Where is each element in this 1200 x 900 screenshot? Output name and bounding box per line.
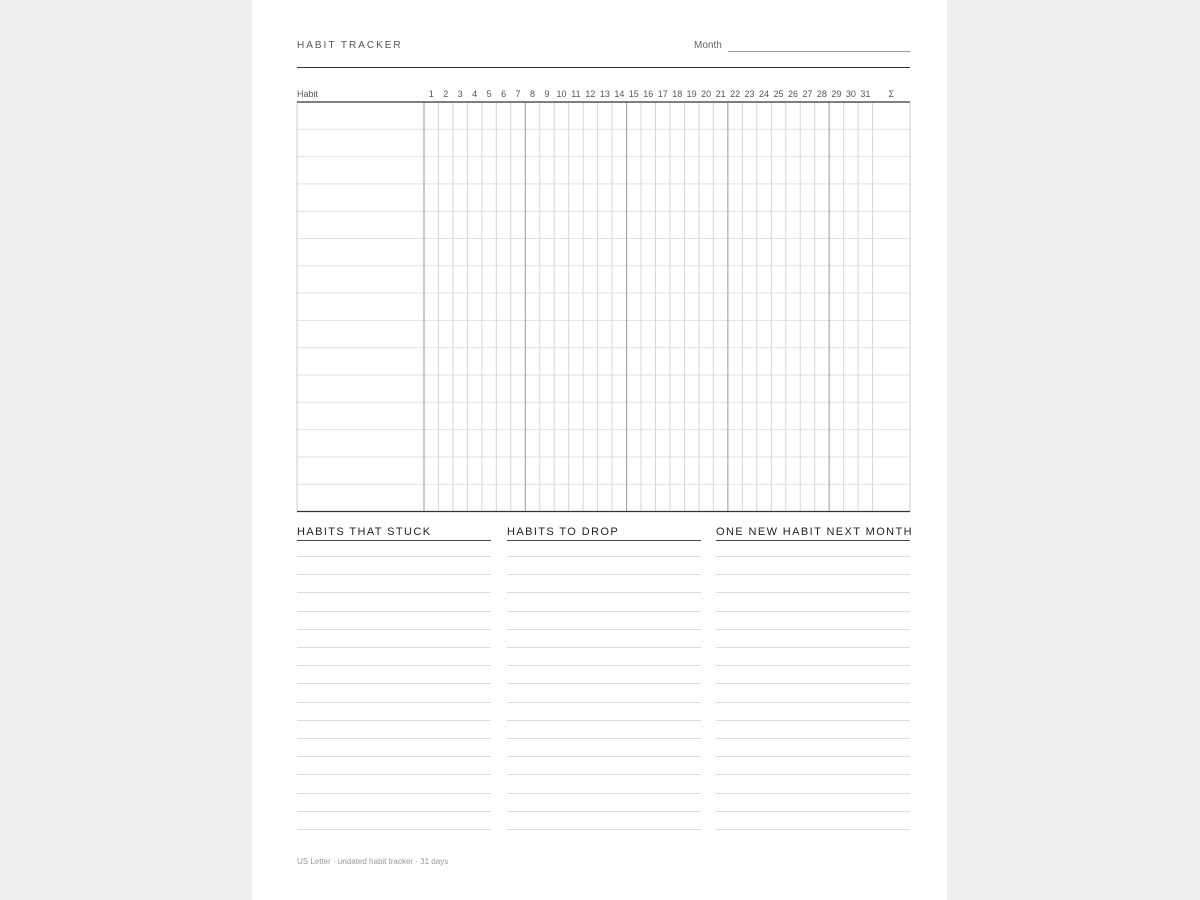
- section-rule: [716, 540, 910, 541]
- footer-note: US Letter · undated habit tracker · 31 days: [297, 857, 449, 866]
- writing-line[interactable]: [716, 756, 910, 757]
- day-header-19: 19: [686, 89, 697, 99]
- writing-line[interactable]: [507, 829, 701, 830]
- writing-line[interactable]: [297, 665, 491, 666]
- day-header-13: 13: [599, 89, 610, 99]
- day-header-23: 23: [744, 89, 755, 99]
- writing-line[interactable]: [297, 811, 491, 812]
- writing-line[interactable]: [507, 756, 701, 757]
- writing-line[interactable]: [507, 629, 701, 630]
- section-title-1: HABITS THAT STUCK: [297, 526, 432, 538]
- day-header-20: 20: [701, 89, 712, 99]
- day-header-28: 28: [816, 89, 827, 99]
- writing-line[interactable]: [716, 738, 910, 739]
- writing-line[interactable]: [716, 556, 910, 557]
- writing-line[interactable]: [507, 774, 701, 775]
- day-header-6: 6: [501, 89, 507, 99]
- writing-line[interactable]: [297, 720, 491, 721]
- writing-line[interactable]: [716, 611, 910, 612]
- habit-grid[interactable]: [252, 0, 947, 520]
- day-header-2: 2: [443, 89, 449, 99]
- writing-line[interactable]: [716, 811, 910, 812]
- writing-line[interactable]: [297, 611, 491, 612]
- day-header-24: 24: [759, 89, 770, 99]
- writing-line[interactable]: [297, 556, 491, 557]
- day-header-26: 26: [787, 89, 798, 99]
- section-title-2: HABITS TO DROP: [507, 526, 620, 538]
- writing-line[interactable]: [297, 829, 491, 830]
- total-column-header: Σ: [888, 89, 895, 99]
- writing-line[interactable]: [716, 592, 910, 593]
- section-rule: [507, 540, 701, 541]
- writing-line[interactable]: [507, 702, 701, 703]
- day-header-18: 18: [672, 89, 683, 99]
- day-header-12: 12: [585, 89, 596, 99]
- writing-line[interactable]: [716, 574, 910, 575]
- day-header-21: 21: [715, 89, 726, 99]
- writing-line[interactable]: [507, 574, 701, 575]
- day-header-10: 10: [556, 89, 567, 99]
- day-header-5: 5: [486, 89, 492, 99]
- section-title-3: ONE NEW HABIT NEXT MONTH: [716, 526, 913, 538]
- day-header-9: 9: [544, 89, 550, 99]
- day-header-17: 17: [657, 89, 668, 99]
- day-header-11: 11: [571, 89, 581, 99]
- writing-line[interactable]: [297, 574, 491, 575]
- writing-line[interactable]: [507, 611, 701, 612]
- day-header-4: 4: [472, 89, 478, 99]
- day-header-14: 14: [614, 89, 625, 99]
- day-header-3: 3: [457, 89, 463, 99]
- writing-line[interactable]: [297, 647, 491, 648]
- day-header-15: 15: [628, 89, 639, 99]
- day-header-27: 27: [802, 89, 813, 99]
- writing-line[interactable]: [297, 793, 491, 794]
- day-header-31: 31: [860, 89, 871, 99]
- writing-line[interactable]: [297, 756, 491, 757]
- writing-line[interactable]: [716, 647, 910, 648]
- writing-line[interactable]: [507, 683, 701, 684]
- writing-line[interactable]: [297, 683, 491, 684]
- day-header-7: 7: [515, 89, 521, 99]
- writing-line[interactable]: [297, 774, 491, 775]
- writing-line[interactable]: [716, 629, 910, 630]
- habit-column-header: Habit: [297, 89, 319, 99]
- writing-line[interactable]: [716, 774, 910, 775]
- tracker-page: [252, 0, 947, 900]
- writing-line[interactable]: [507, 793, 701, 794]
- writing-line[interactable]: [507, 556, 701, 557]
- writing-line[interactable]: [297, 629, 491, 630]
- writing-line[interactable]: [716, 793, 910, 794]
- writing-line[interactable]: [716, 702, 910, 703]
- writing-line[interactable]: [297, 592, 491, 593]
- page-title: HABIT TRACKER: [297, 40, 403, 51]
- month-label: Month: [694, 40, 722, 51]
- writing-line[interactable]: [507, 738, 701, 739]
- day-header-1: 1: [428, 89, 434, 99]
- writing-line[interactable]: [507, 811, 701, 812]
- writing-line[interactable]: [507, 592, 701, 593]
- writing-line[interactable]: [507, 647, 701, 648]
- writing-line[interactable]: [297, 702, 491, 703]
- writing-line[interactable]: [716, 665, 910, 666]
- day-header-25: 25: [773, 89, 784, 99]
- writing-line[interactable]: [507, 665, 701, 666]
- section-rule: [297, 540, 491, 541]
- day-header-8: 8: [530, 89, 536, 99]
- day-header-30: 30: [845, 89, 856, 99]
- writing-line[interactable]: [297, 738, 491, 739]
- writing-line[interactable]: [507, 720, 701, 721]
- day-header-29: 29: [831, 89, 842, 99]
- writing-line[interactable]: [716, 683, 910, 684]
- writing-line[interactable]: [716, 829, 910, 830]
- day-header-22: 22: [730, 89, 741, 99]
- day-header-16: 16: [643, 89, 654, 99]
- writing-line[interactable]: [716, 720, 910, 721]
